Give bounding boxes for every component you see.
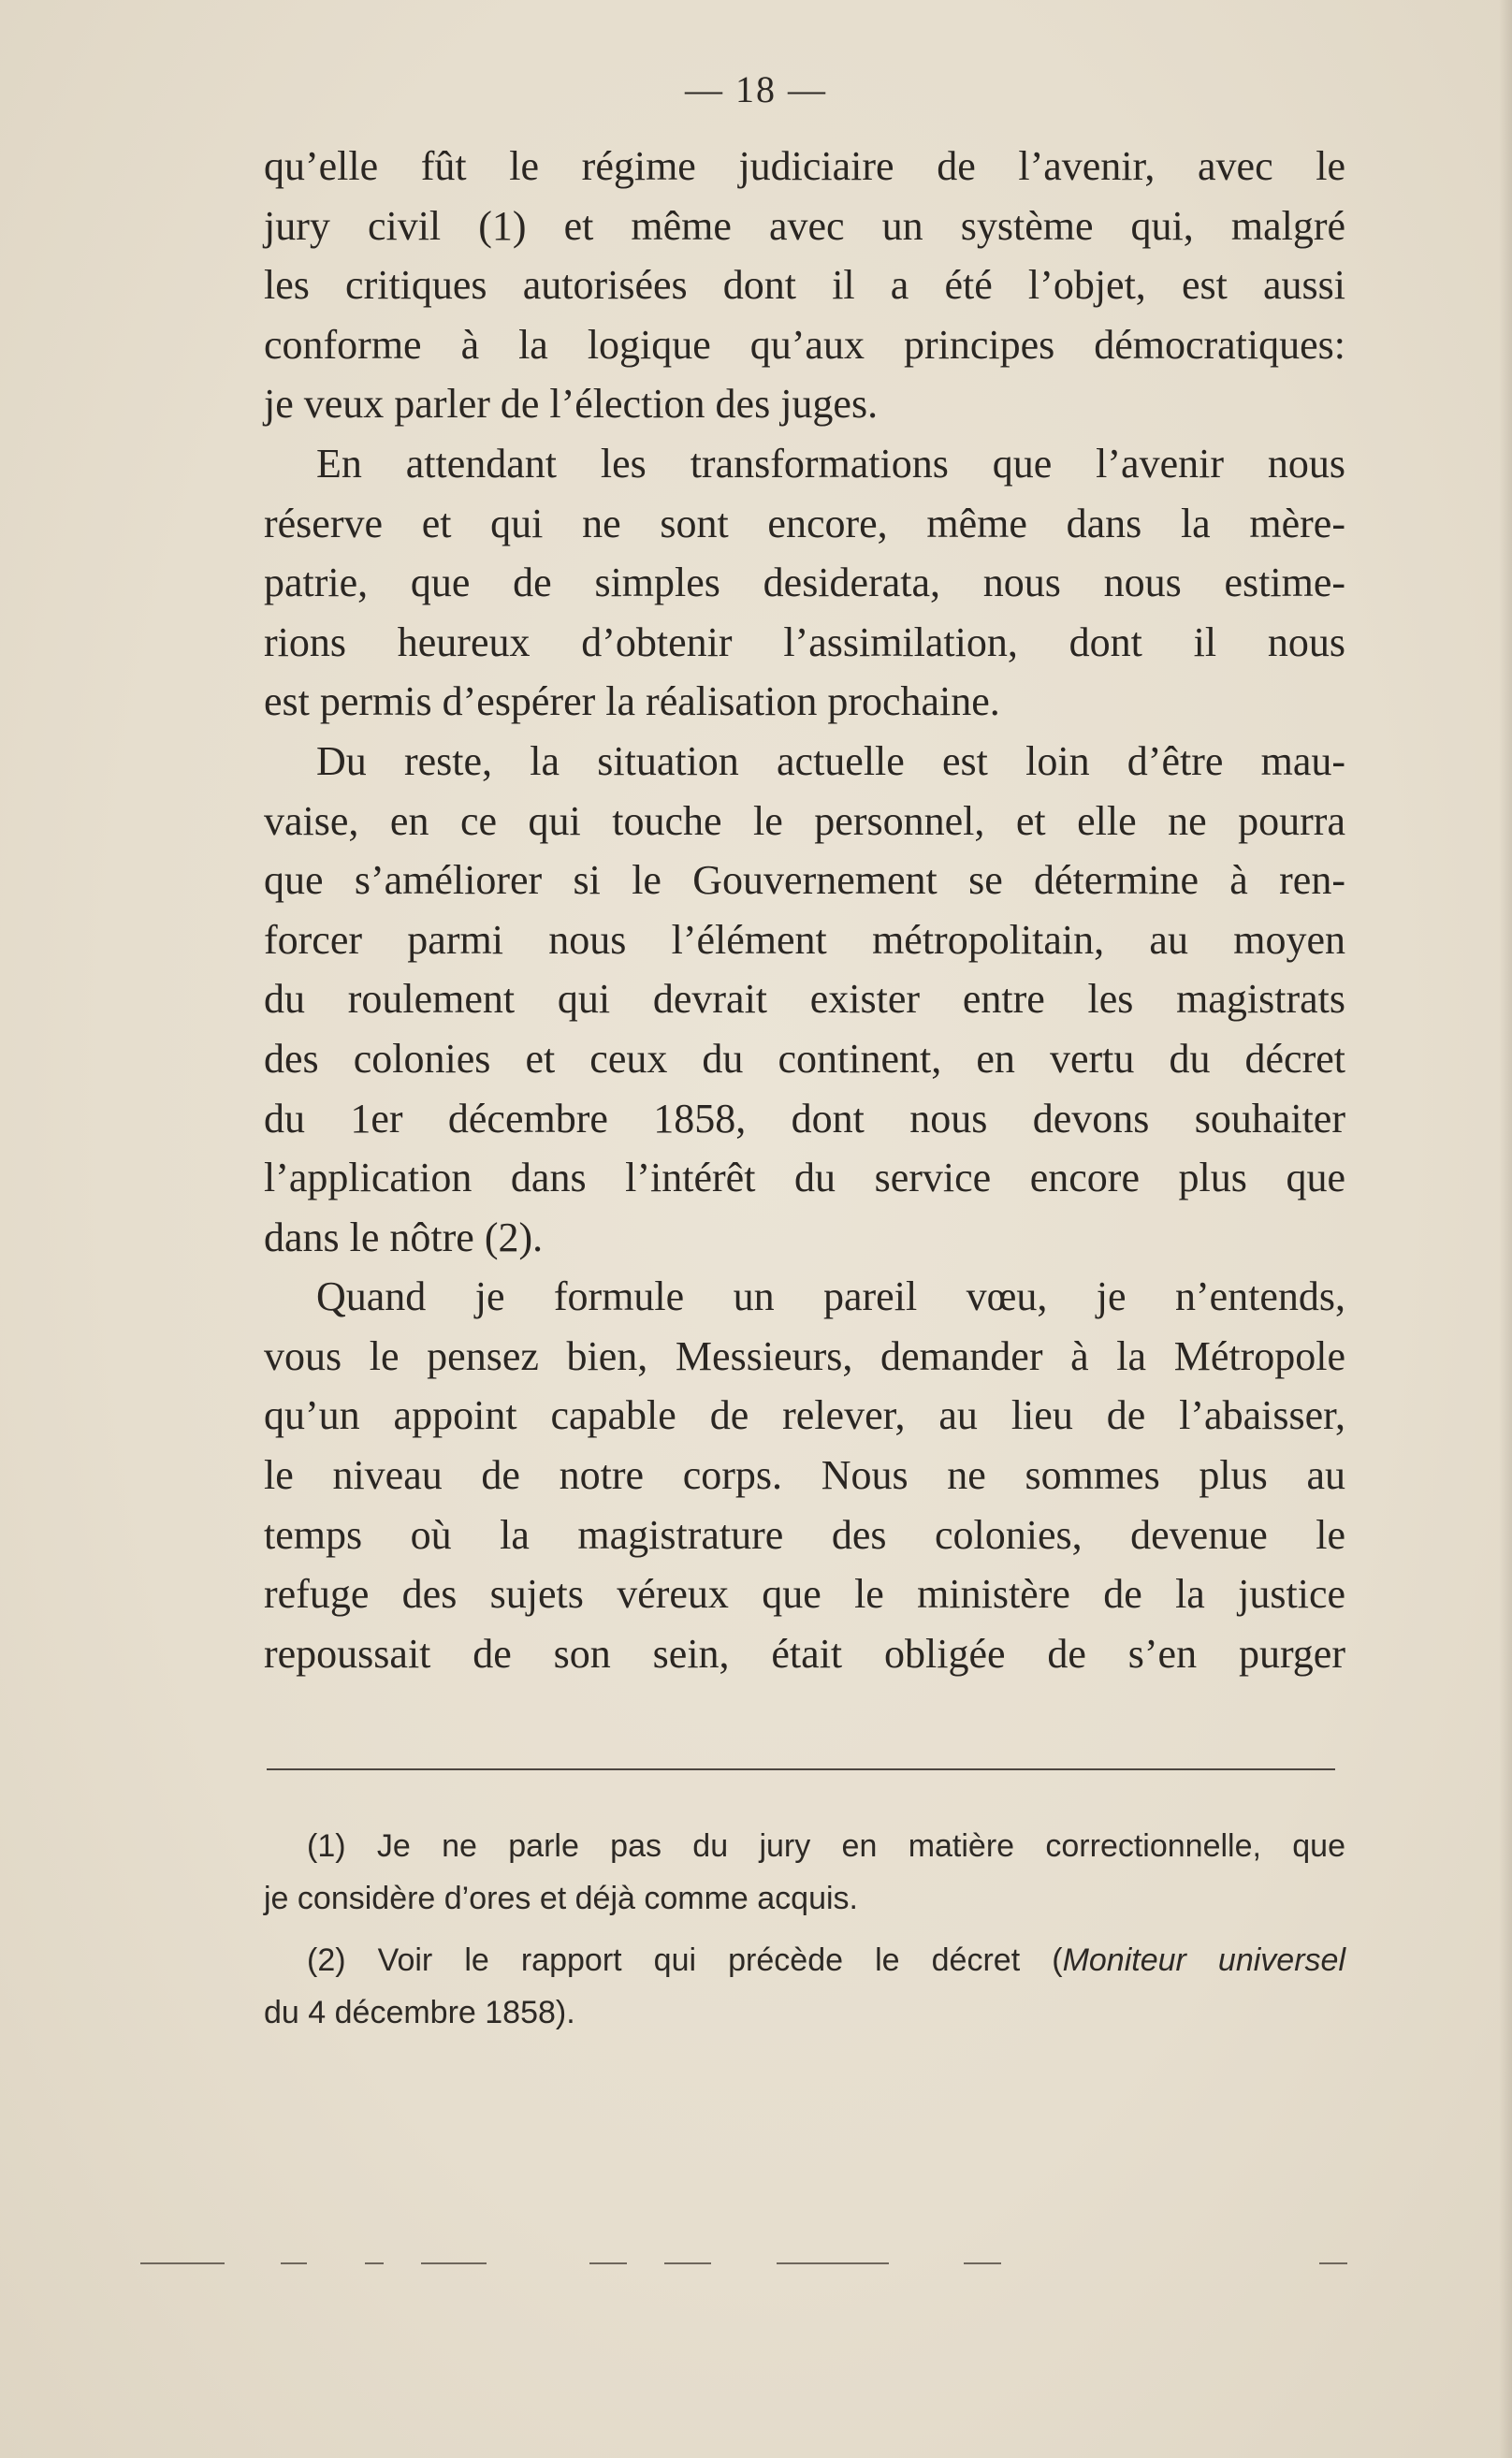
text-line: le niveau de notre corps. Nous ne sommes plus au (264, 1452, 1345, 1499)
scan-mark (421, 2262, 487, 2264)
paragraph-start-line: Quand je formule un pareil vœu, je n’entends, (316, 1273, 1345, 1320)
text-line: forcer parmi nous l’élément métropolitain, au moyen (264, 916, 1345, 963)
scan-mark (664, 2262, 711, 2264)
paragraph-start-line: Du reste, la situation actuelle est loin d’être mau- (316, 737, 1345, 784)
scan-mark (140, 2262, 225, 2264)
text-line: l’application dans l’intérêt du service encore plus que (264, 1155, 1345, 1201)
footnote-2-prefix: (2) Voir le rapport qui précède le décret ( (307, 1942, 1063, 1978)
footnote-1-line: je considère d’ores et déjà comme acquis. (264, 1881, 858, 1916)
text-line: repoussait de son sein, était obligée de s’en purger (264, 1630, 1345, 1677)
text-line: jury civil (1) et même avec un système qui, malgré (264, 202, 1345, 249)
footnotes (264, 1820, 1345, 2039)
text-line: est permis d’espérer la réalisation prochaine. (264, 678, 1000, 725)
paragraph-start-line: En attendant les transformations que l’avenir nous (316, 440, 1345, 487)
bottom-scan-marks (140, 2262, 1357, 2268)
page-number: — 18 — (685, 68, 827, 110)
scan-mark (1319, 2262, 1347, 2264)
scan-mark (777, 2262, 889, 2264)
scan-mark (589, 2262, 627, 2264)
scan-mark (365, 2262, 384, 2264)
scan-mark (964, 2262, 1001, 2264)
text-line: que s’améliorer si le Gouvernement se détermine à ren- (264, 857, 1345, 904)
text-line: conforme à la logique qu’aux principes démocratiques: (264, 321, 1345, 368)
text-line: qu’elle fût le régime judiciaire de l’avenir, avec le (264, 143, 1345, 189)
footnote-2-line (264, 1934, 1345, 1986)
text-line: du roulement qui devrait exister entre les magistrats (264, 976, 1345, 1023)
text-line: rions heureux d’obtenir l’assimilation, dont il nous (264, 618, 1345, 665)
text-line: du 1er décembre 1858, dont nous devons souhaiter (264, 1095, 1345, 1142)
text-line: des colonies et ceux du continent, en vertu du décret (264, 1035, 1345, 1082)
text-line: les critiques autorisées dont il a été l’objet, est aussi (264, 262, 1345, 309)
text-line: je veux parler de l’élection des juges. (264, 381, 879, 428)
scan-mark (281, 2262, 307, 2264)
text-line: vaise, en ce qui touche le personnel, et elle ne pourra (264, 797, 1345, 844)
page-edge-shadow (1499, 0, 1512, 2458)
text-line: réserve et qui ne sont encore, même dans la mère- (264, 500, 1345, 546)
footnote-2-line: du 4 décembre 1858). (264, 1995, 575, 2030)
text-line: refuge des sujets véreux que le ministère de la justice (264, 1571, 1345, 1618)
footnote-1-line: (1) Je ne parle pas du jury en matière correctionnelle, que (307, 1828, 1345, 1864)
footnote-divider (267, 1768, 1335, 1770)
text-line: dans le nôtre (2). (264, 1214, 544, 1260)
footnote-gap (264, 1925, 1345, 1934)
footnote-2-source: Moniteur universel (1062, 1942, 1345, 1978)
text-line: patrie, que de simples desiderata, nous nous estime- (264, 560, 1345, 606)
body-text (264, 137, 1345, 1683)
text-line: vous le pensez bien, Messieurs, demander à la Métropole (264, 1332, 1345, 1379)
text-line: temps où la magistrature des colonies, devenue le (264, 1511, 1345, 1558)
text-line: qu’un appoint capable de relever, au lieu de l’abaisser, (264, 1392, 1345, 1439)
